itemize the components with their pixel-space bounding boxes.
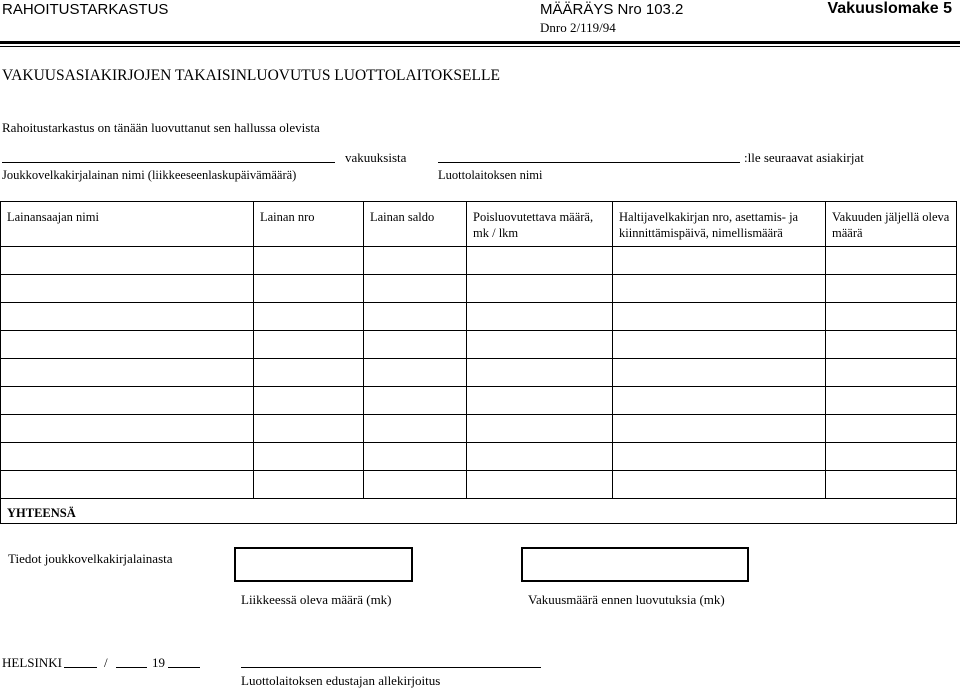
- table-cell[interactable]: [826, 415, 957, 443]
- organization-name: RAHOITUSTARKASTUS: [2, 1, 169, 18]
- table-cell[interactable]: [254, 247, 364, 275]
- column-header-loan-balance: Lainan saldo: [364, 202, 467, 247]
- bond-name-field[interactable]: [2, 162, 335, 163]
- table-cell[interactable]: [1, 443, 254, 471]
- table-cell[interactable]: [364, 275, 467, 303]
- documents-text: :lle seuraavat asiakirjat: [744, 150, 864, 165]
- day-field[interactable]: [64, 667, 97, 668]
- collateral-before-release-box[interactable]: [521, 547, 749, 582]
- year-field[interactable]: [168, 667, 200, 668]
- table-cell[interactable]: [1, 471, 254, 499]
- bond-info-label: Tiedot joukkovelkakirjalainasta: [8, 551, 173, 566]
- table-header-row: [1, 202, 957, 247]
- table-cell[interactable]: [467, 443, 613, 471]
- table-cell[interactable]: [826, 443, 957, 471]
- table-cell[interactable]: [613, 303, 826, 331]
- table-cell[interactable]: [826, 275, 957, 303]
- city-label: HELSINKI: [2, 655, 62, 670]
- column-header-borrower: Lainansaajan nimi: [1, 202, 254, 247]
- outstanding-amount-box[interactable]: [234, 547, 413, 582]
- month-field[interactable]: [116, 667, 147, 668]
- column-header-bearer-note: Haltijavelkakirjan nro, asettamis- ja kiinnittämispäivä, nimellismäärä: [613, 202, 826, 247]
- bond-name-caption: Joukkovelkakirjalainan nimi (liikkeeseenlaskupäivämäärä): [2, 168, 297, 182]
- table-cell[interactable]: [1, 359, 254, 387]
- table-cell[interactable]: [613, 331, 826, 359]
- collateral-before-release-caption: Vakuusmäärä ennen luovutuksia (mk): [528, 592, 725, 607]
- signature-caption: Luottolaitoksen edustajan allekirjoitus: [241, 673, 441, 688]
- table-cell[interactable]: [613, 359, 826, 387]
- table-cell[interactable]: [364, 443, 467, 471]
- table-cell[interactable]: [254, 331, 364, 359]
- table-row: [1, 443, 957, 471]
- documents-table: [0, 201, 957, 524]
- form-title: VAKUUSASIAKIRJOJEN TAKAISINLUOVUTUS LUOTTOLAITOKSELLE: [2, 67, 500, 84]
- header-rule-thick: [0, 41, 960, 44]
- table-cell[interactable]: [826, 359, 957, 387]
- table-cell[interactable]: [467, 247, 613, 275]
- table-cell[interactable]: [254, 443, 364, 471]
- table-cell[interactable]: [364, 415, 467, 443]
- institution-name-field[interactable]: [438, 162, 740, 163]
- table-cell[interactable]: [1, 303, 254, 331]
- table-row: [1, 415, 957, 443]
- table-cell[interactable]: [254, 415, 364, 443]
- table-cell[interactable]: [364, 331, 467, 359]
- table-row: [1, 471, 957, 499]
- table-cell[interactable]: [1, 387, 254, 415]
- table-cell[interactable]: [613, 415, 826, 443]
- table-cell[interactable]: [364, 387, 467, 415]
- table-cell[interactable]: [613, 443, 826, 471]
- table-cell[interactable]: [467, 471, 613, 499]
- table-row: [1, 387, 957, 415]
- table-cell[interactable]: [613, 471, 826, 499]
- table-cell[interactable]: [613, 247, 826, 275]
- table-cell[interactable]: [1, 247, 254, 275]
- table-cell[interactable]: [826, 471, 957, 499]
- form-name: Vakuuslomake 5: [827, 0, 952, 17]
- table-cell[interactable]: [613, 275, 826, 303]
- table-cell[interactable]: [826, 331, 957, 359]
- table-cell[interactable]: [467, 303, 613, 331]
- column-header-release-amount: Poisluovutettava määrä, mk / lkm: [467, 202, 613, 247]
- table-row: [1, 303, 957, 331]
- table-cell[interactable]: [254, 303, 364, 331]
- date-separator: /: [104, 655, 108, 670]
- regulation-number: MÄÄRÄYS Nro 103.2: [540, 1, 684, 18]
- document-number: Dnro 2/119/94: [540, 20, 616, 35]
- table-cell[interactable]: [826, 247, 957, 275]
- table-row: [1, 275, 957, 303]
- table-cell[interactable]: [254, 387, 364, 415]
- header-rule-thin: [0, 46, 960, 47]
- column-header-loan-number: Lainan nro: [254, 202, 364, 247]
- collateral-text: vakuuksista: [345, 150, 407, 165]
- year-prefix: 19: [152, 655, 165, 670]
- table-cell[interactable]: [1, 275, 254, 303]
- table-cell[interactable]: [364, 471, 467, 499]
- table-cell[interactable]: [826, 303, 957, 331]
- table-cell[interactable]: [467, 275, 613, 303]
- table-cell[interactable]: [467, 359, 613, 387]
- table-cell[interactable]: [364, 359, 467, 387]
- total-row: [1, 499, 957, 524]
- table-cell[interactable]: [254, 471, 364, 499]
- table-cell[interactable]: [467, 331, 613, 359]
- table-row: [1, 331, 957, 359]
- total-label: YHTEENSÄ: [1, 499, 957, 524]
- table-cell[interactable]: [467, 415, 613, 443]
- signature-field[interactable]: [241, 667, 541, 668]
- column-header-remaining-collateral: Vakuuden jäljellä oleva määrä: [826, 202, 957, 247]
- table-cell[interactable]: [254, 275, 364, 303]
- table-cell[interactable]: [613, 387, 826, 415]
- table-row: [1, 359, 957, 387]
- table-cell[interactable]: [254, 359, 364, 387]
- table-cell[interactable]: [364, 303, 467, 331]
- table-cell[interactable]: [826, 387, 957, 415]
- table-cell[interactable]: [1, 415, 254, 443]
- table-cell[interactable]: [1, 331, 254, 359]
- outstanding-amount-caption: Liikkeessä oleva määrä (mk): [241, 592, 392, 607]
- table-cell[interactable]: [364, 247, 467, 275]
- intro-text: Rahoitustarkastus on tänään luovuttanut sen hallussa olevista: [2, 120, 320, 135]
- institution-name-caption: Luottolaitoksen nimi: [438, 168, 543, 182]
- table-cell[interactable]: [467, 387, 613, 415]
- table-row: [1, 247, 957, 275]
